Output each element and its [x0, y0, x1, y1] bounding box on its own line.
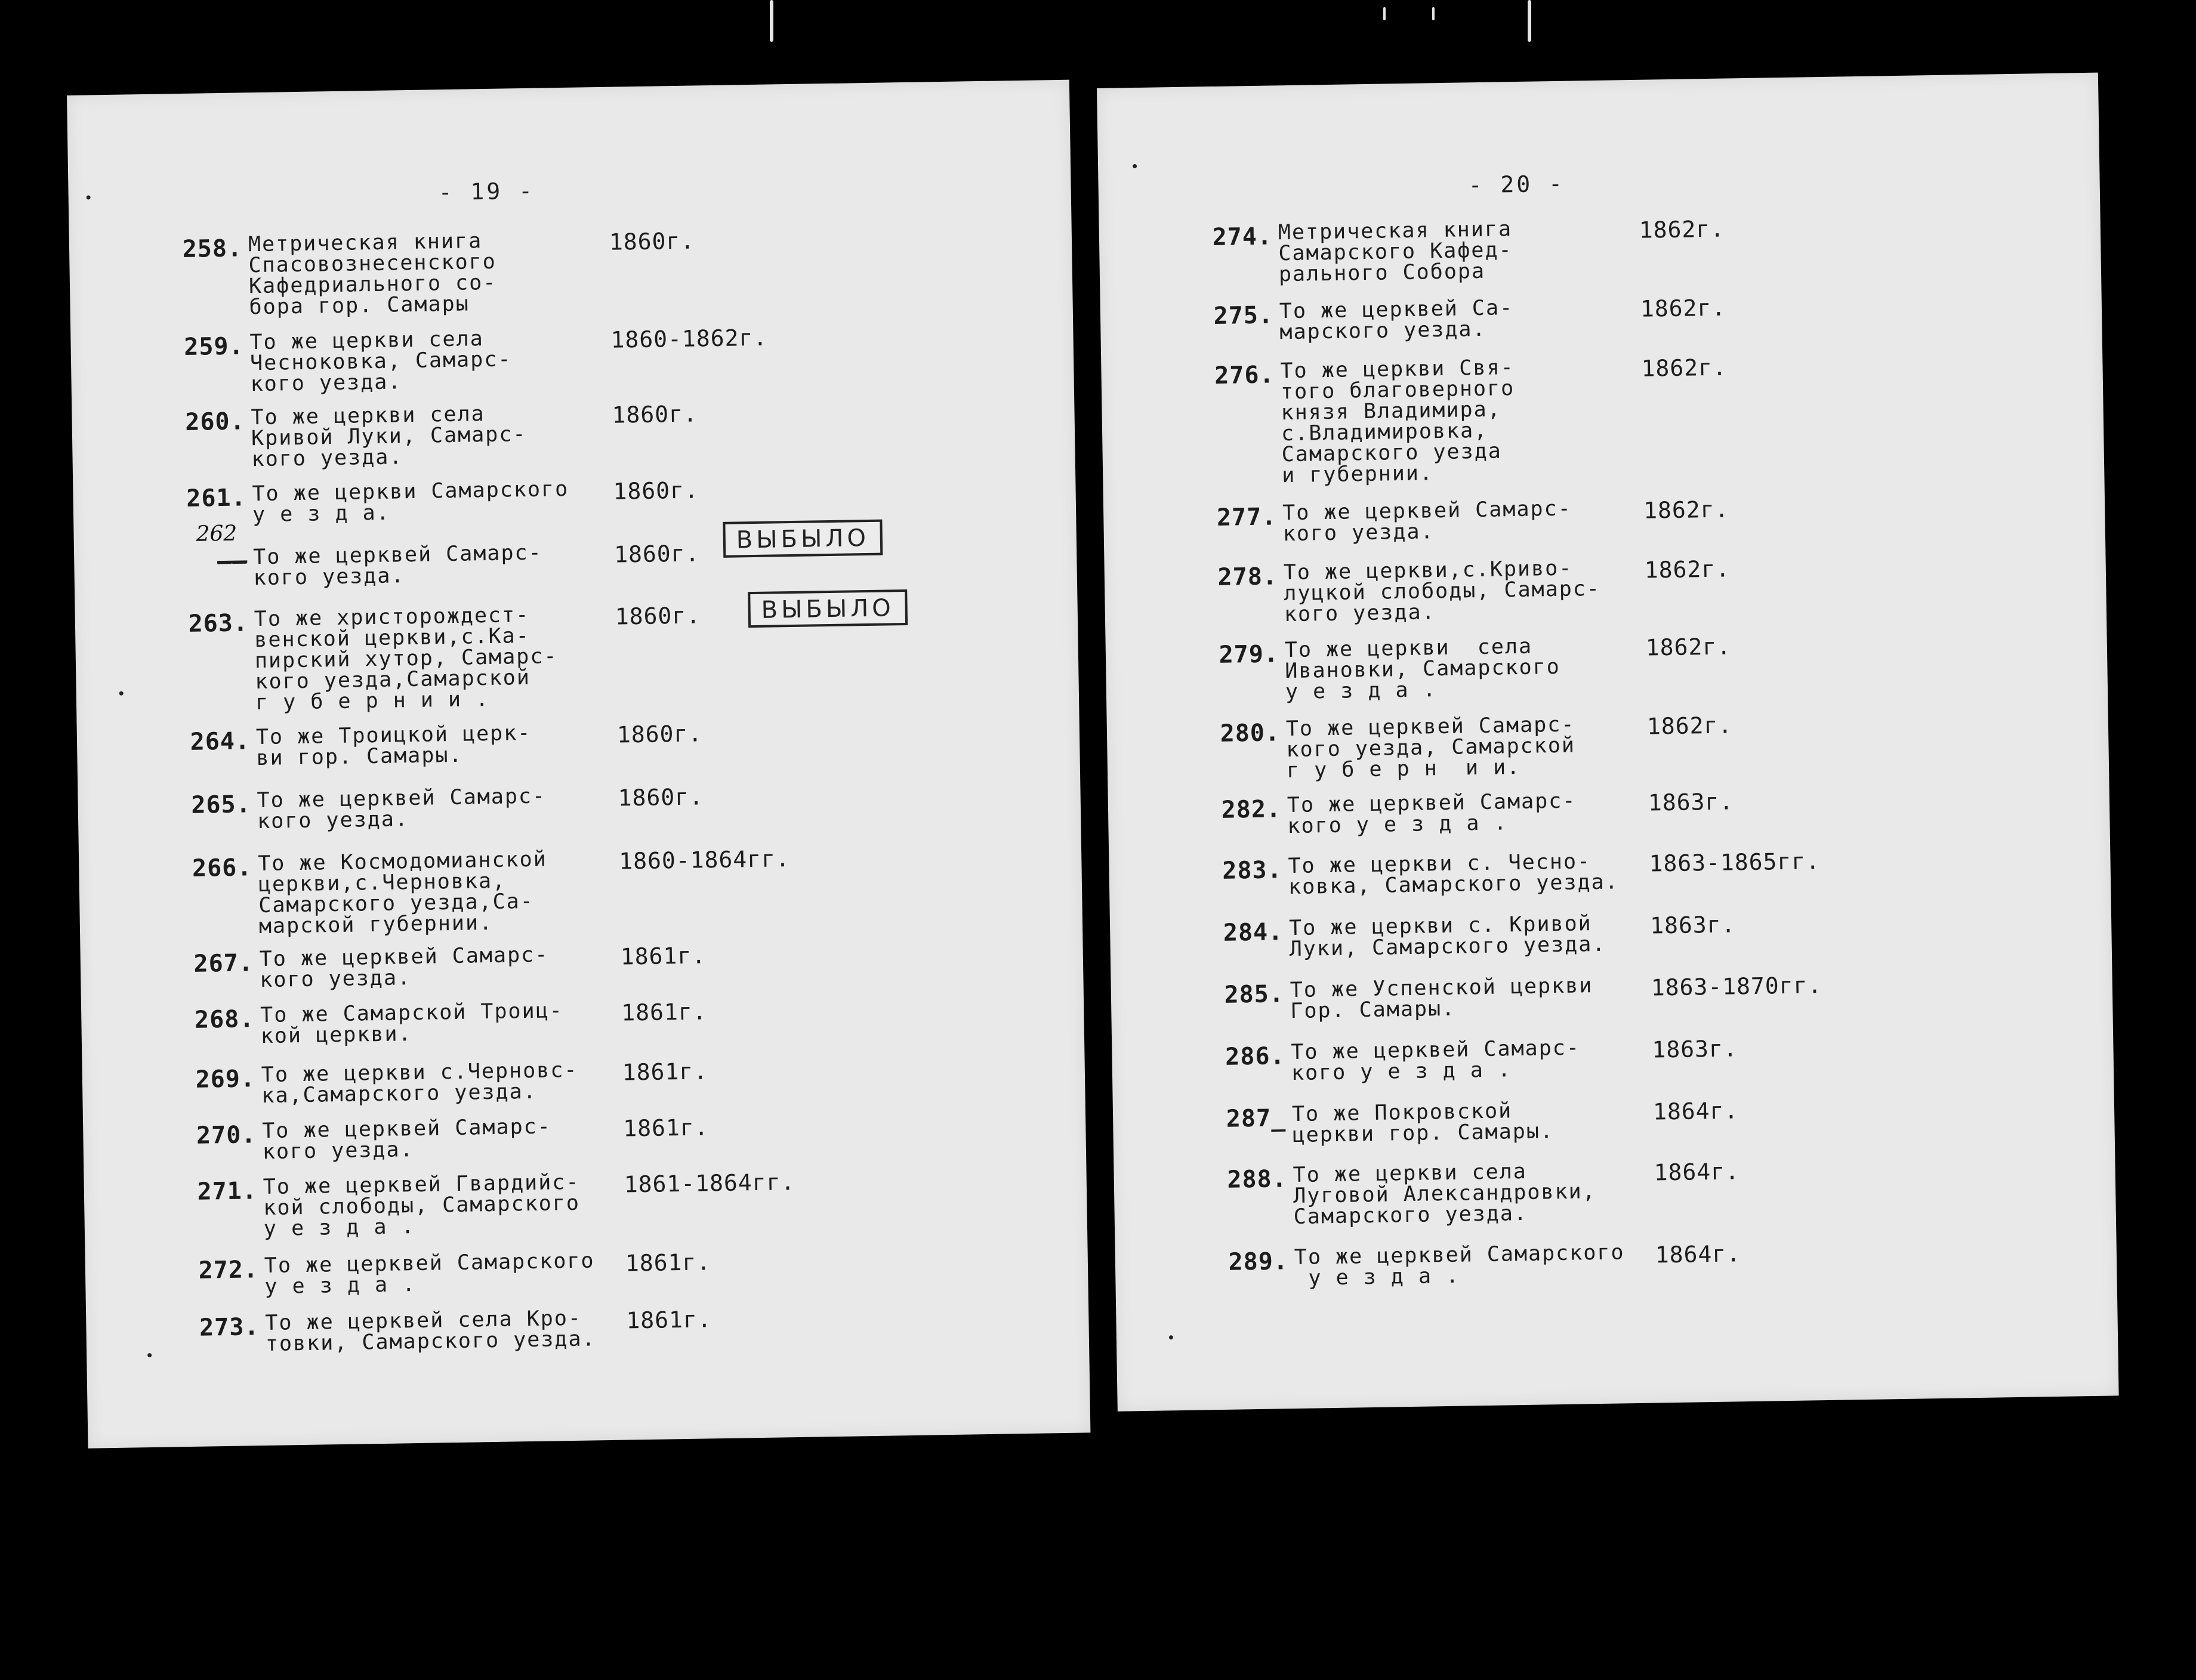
list-item	[1112, 1029, 2113, 1086]
entry-date: 1863г.	[1652, 1035, 1738, 1063]
entry-description: То же церквей села Кро- товки, Самарского уезда.	[265, 1306, 596, 1357]
entry-date: 1860-1862г.	[610, 324, 768, 353]
entry-number: 284.	[1223, 918, 1284, 947]
entry-number: 279.	[1219, 640, 1279, 669]
entry-date: 1864г.	[1655, 1240, 1741, 1268]
list-item	[83, 1108, 1085, 1165]
entry-date: 1861г.	[621, 998, 707, 1026]
entry-date: 1860г.	[616, 720, 703, 748]
entry-description: То же церквей Са- марского уезда.	[1279, 296, 1514, 345]
entry-description: То же церкви села Чесноковка, Самарс- кого уезда.	[249, 327, 512, 397]
entry-description: То же церквей Самарс- кого уезда.	[261, 1114, 552, 1165]
list-item	[69, 222, 1072, 320]
entry-description: То же церкви,с.Криво- луцкой слободы, Самарс- кого уезда.	[1283, 556, 1601, 627]
entry-date: 1860г.	[612, 400, 698, 428]
entry-description: То же церквей Самарского у е з д а .	[264, 1249, 595, 1299]
list-item	[1106, 628, 2107, 705]
entry-number: 261.	[186, 484, 246, 512]
entry-date: 1863-1865гг.	[1649, 848, 1821, 877]
list-item	[79, 841, 1081, 939]
film-edge-mark	[1432, 7, 1435, 20]
entry-date: 1862г.	[1640, 294, 1726, 322]
entry-description: То же церквей Самарс- кого у е з д а .	[1287, 789, 1577, 839]
list-item	[1115, 1234, 2117, 1291]
list-item	[1099, 210, 2101, 287]
entry-number: 278.	[1217, 563, 1278, 591]
entry-number: 280.	[1220, 719, 1281, 748]
entry-description: То же христорождест- венской церкви,с.Ка- пирский хутор, Самарс- кого уезда,Самарской г у б е р н и и .	[254, 603, 558, 715]
entry-date: 1861-1864гг.	[624, 1169, 795, 1198]
list-item	[82, 1052, 1085, 1108]
entry-date: 1861г.	[622, 1058, 708, 1086]
entry-number: 269.	[195, 1065, 256, 1094]
list-item	[84, 1164, 1087, 1242]
entry-description: То же церкви села Луговой Александровки, Самарского уезда.	[1293, 1159, 1597, 1230]
entry-description: То же Покровской церкви гор. Самары.	[1291, 1099, 1555, 1148]
film-edge-mark	[1383, 7, 1386, 20]
entry-date: 1861г.	[622, 1114, 709, 1142]
entry-date: 1861г.	[626, 1306, 712, 1334]
entry-description: То же Космодомианской церкви,с.Черновка, Самарского уезда,Са- марской губернии.	[257, 847, 548, 939]
entry-date: 1860г.	[613, 540, 700, 568]
entry-number: 273.	[199, 1313, 260, 1342]
list-item	[81, 992, 1084, 1049]
entry-description: То же Успенской церкви Гор. Самары.	[1290, 974, 1593, 1024]
entry-number: 276.	[1214, 361, 1275, 390]
film-edge-mark	[770, 0, 773, 42]
entry-number: 283.	[1222, 856, 1282, 885]
list-item	[86, 1300, 1088, 1357]
entry-number: 277.	[1216, 503, 1277, 532]
document-page-right	[1097, 73, 2119, 1412]
entry-description: То же церкви Свя- того благоверного князя Владимира, с.Владимировка, Самарского уезда и губернии.	[1280, 356, 1515, 488]
entry-number: 264.	[190, 727, 251, 756]
entry-description: То же церквей Самарс- кого уезда, Самарской г у б е р н и и.	[1285, 712, 1576, 783]
entry-date: 1860г.	[618, 783, 704, 811]
list-item	[1101, 348, 2102, 488]
entry-number: 288.	[1227, 1165, 1288, 1194]
entry-date: 1860г.	[615, 602, 701, 630]
list-item	[78, 777, 1080, 834]
list-item	[1100, 289, 2102, 345]
entry-description: То же церкви с. Чесно- ковка, Самарского уезда.	[1288, 850, 1620, 900]
entry-description: То же церквей Самарс- кого уезда.	[252, 541, 542, 591]
entry-date: 1860г.	[609, 227, 695, 255]
entry-number: 268.	[194, 1005, 255, 1034]
entry-number: 274.	[1212, 223, 1273, 251]
entry-date: 1862г.	[1639, 215, 1725, 243]
entry-description: То же церкви села Ивановки, Самарского у е з д а .	[1284, 634, 1561, 705]
entry-number: ——	[217, 547, 248, 576]
entry-description: Метрическая книга Самарского Кафед- рального Собора	[1278, 217, 1513, 287]
page-speck	[87, 195, 91, 199]
list-item	[73, 471, 1075, 527]
list-item	[1113, 1091, 2114, 1148]
list-item	[1111, 967, 2112, 1024]
entry-number: 285.	[1224, 980, 1285, 1009]
list-item	[1107, 706, 2108, 783]
entry-description: То же церквей Гвардийс- кой слободы, Самарского у е з д а .	[263, 1170, 581, 1242]
list-item	[1108, 782, 2109, 839]
withdrawn-stamp: ВЫБЫЛО	[748, 589, 908, 628]
entry-date: 1862г.	[1644, 555, 1731, 583]
entry-description: То же церквей Самарского у е з д а .	[1294, 1240, 1625, 1291]
entry-number: 265.	[191, 790, 252, 819]
entry-description: То же церкви с. Кривой Луки, Самарского уезда.	[1288, 912, 1606, 962]
list-item	[75, 597, 1078, 715]
entry-number: 266.	[192, 854, 252, 882]
entry-date: 1863г.	[1648, 788, 1734, 816]
entry-date: 1862г.	[1641, 354, 1728, 382]
entry-date: 1863г.	[1649, 911, 1736, 939]
list-item	[81, 936, 1083, 993]
entry-number: 260.	[184, 407, 245, 436]
entry-number: 270.	[196, 1121, 257, 1150]
entry-number: 258.	[182, 234, 243, 263]
entry-description: То же церкви села Кривой Луки, Самарс- кого уезда.	[251, 402, 527, 472]
entry-description: То же церквей Самарс- кого уезда.	[1282, 496, 1572, 546]
page-number: - 19 -	[438, 177, 535, 206]
handwritten-entry-number: 262	[196, 521, 238, 546]
entry-number: 272.	[198, 1256, 259, 1284]
entry-number: 289.	[1228, 1247, 1289, 1276]
page-speck	[147, 1353, 152, 1357]
page-speck	[1133, 164, 1137, 168]
entry-number: 263.	[188, 609, 249, 638]
entry-date: 1861г.	[620, 942, 707, 970]
entry-description: Метрическая книга Спасовознесенского Кафедриального со- бора гор. Самары	[248, 229, 497, 320]
entry-date: 1860г.	[613, 477, 699, 505]
entry-description: То же церкви Самарского у е з д а.	[252, 477, 569, 527]
entry-date: 1862г.	[1645, 633, 1732, 661]
entry-date: 1860-1864гг.	[618, 845, 791, 875]
list-item	[70, 320, 1073, 397]
entry-number: 275.	[1213, 301, 1274, 330]
document-page-left	[67, 80, 1090, 1449]
entry-date: 1863-1870гг.	[1651, 972, 1822, 1001]
page-number: - 20 -	[1468, 170, 1565, 199]
withdrawn-stamp: ВЫБЫЛО	[723, 520, 883, 558]
entry-number: 267.	[193, 949, 254, 978]
list-item	[1103, 490, 2105, 546]
entry-date: 1862г.	[1646, 712, 1733, 740]
entry-date: 1864г.	[1652, 1097, 1739, 1125]
page-speck	[1169, 1335, 1173, 1339]
entry-description: То же Троицкой церк- ви гор. Самары.	[255, 721, 532, 771]
entry-number: 287_	[1226, 1104, 1287, 1133]
entry-date: 1862г.	[1643, 496, 1729, 524]
list-item	[1109, 843, 2110, 900]
list-item	[85, 1243, 1088, 1299]
entry-description: То же церкви с.Черновс- ка,Самарского уезда.	[261, 1058, 578, 1108]
entry-date: 1861г.	[625, 1249, 711, 1277]
list-item	[1114, 1152, 2115, 1230]
entry-date: 1864г.	[1654, 1158, 1740, 1186]
list-item	[72, 395, 1074, 472]
entry-number: 282.	[1221, 795, 1282, 824]
entry-number: 286.	[1225, 1042, 1285, 1071]
film-edge-mark	[1528, 0, 1531, 42]
entry-number: 259.	[183, 332, 245, 361]
entry-description: То же церквей Самарс- кого уезда.	[259, 943, 549, 993]
entry-number: 271.	[197, 1177, 258, 1206]
list-item	[1105, 550, 2106, 627]
page-speck	[119, 691, 124, 696]
entry-description: То же церквей Самарс- кого у е з д а .	[1291, 1036, 1581, 1086]
entry-description: То же церквей Самарс- кого уезда.	[257, 784, 547, 834]
list-item	[1110, 905, 2111, 962]
entry-description: То же Самарской Троиц- кой церкви.	[260, 999, 564, 1049]
list-item	[77, 714, 1080, 771]
